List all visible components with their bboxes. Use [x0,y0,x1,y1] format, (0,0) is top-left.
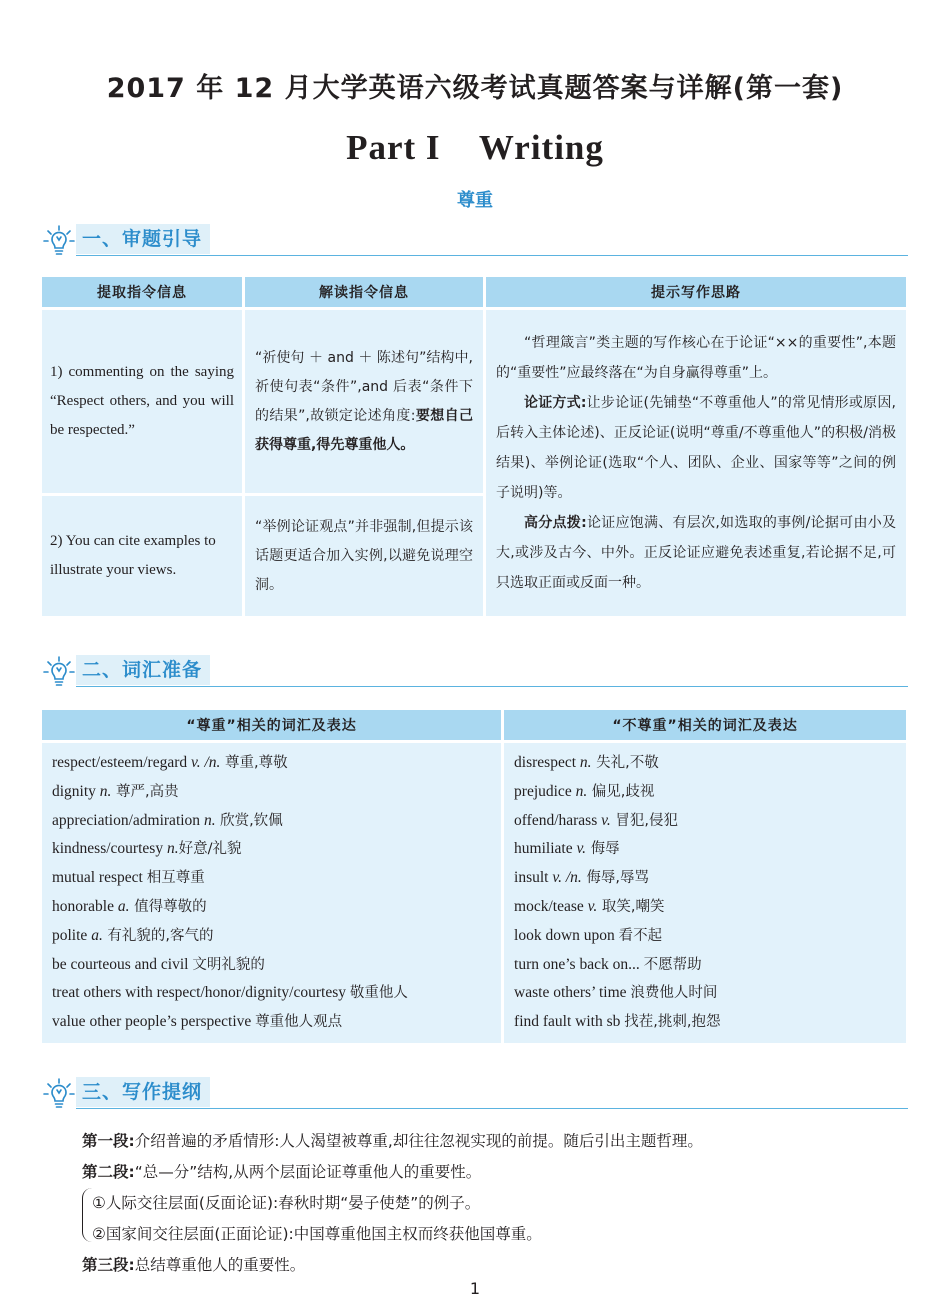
vocab-meaning: 好意/礼貌 [178,841,242,858]
vocab-part-of-speech: v. [576,840,587,858]
section-heading-3 [42,1077,908,1113]
vocab-meaning: 文明礼貌的 [192,956,265,973]
vocab-term: offend/harass [514,811,602,829]
vocab-entry [52,951,491,980]
lightbulb-icon [42,224,76,258]
interpretation-text: “举例论证观点”并非强制,但提示该话题更适合加入实例,以避免说理空洞。 [255,518,473,593]
vocab-part-of-speech: v. [587,897,598,915]
vocab-part-of-speech: n. [203,811,216,829]
tips-method [496,388,896,508]
outline-text: ②国家间交往层面(正面论证):中国尊重他国主权而终获他国尊重。 [92,1225,542,1243]
interpretation-text: “祈使句 ＋ and ＋ 陈述句”结构中,祈使句表“条件”,and 后表“条件下的结果”,故锁定论述角度: [255,349,473,424]
section-label: 三、写作提纲 [76,1077,210,1107]
vocab-meaning: 敬重他人 [349,985,408,1002]
vocab-term: waste others’ time [514,984,631,1002]
vocab-entry [514,835,896,864]
column-header: “不尊重”相关的词汇及表达 [504,710,906,740]
table-row [42,743,906,1043]
section-label: 二、词汇准备 [76,655,210,685]
vocab-meaning: 偏见,歧视 [587,783,655,800]
vocab-meaning: 冒犯,侵犯 [610,812,678,829]
vocab-part-of-speech: v. [601,811,611,829]
vocab-part-of-speech: n. [166,840,179,858]
section-label: 一、审题引导 [76,224,210,254]
vocab-part-of-speech: n. [579,754,592,771]
outline-text: “总—分”结构,从两个层面论证尊重他人的重要性。 [134,1163,482,1181]
vocab-term: turn one’s back on... [514,955,644,973]
outline-text: ①人际交往层面(反面论证):春秋时期“晏子使楚”的例子。 [92,1194,481,1212]
writing-tips-cell [486,310,906,616]
vocab-term: mock/tease [514,897,588,915]
page-title: 2017 年 12 月大学英语六级考试真题答案与详解(第一套) [106,73,844,104]
table-header-row [42,710,906,740]
outline-text: 介绍普遍的矛盾情形:人人渴望被尊重,却往往忽视实现的前提。随后引出主题哲理。 [134,1132,703,1150]
tips-intro: “哲理箴言”类主题的写作核心在于论证“××的重要性”,本题的“重要性”应最终落在“为自身赢得尊重”上。 [496,335,896,381]
vocab-entry [52,749,491,778]
column-header: 提取指令信息 [42,277,242,307]
tips-score [496,508,896,598]
vocab-term: mutual respect [52,869,147,887]
outline-brace [82,1188,93,1242]
part-title: Part I Writing [346,128,604,167]
vocab-meaning: 尊严,高贵 [111,783,179,800]
vocab-part-of-speech: a. [117,897,130,915]
table-header-row [42,277,906,307]
lightbulb-icon [42,655,76,689]
vocab-entry [52,778,491,807]
vocab-part-of-speech: n. [575,782,588,800]
writing-outline [82,1126,912,1281]
vocab-entry [52,893,491,922]
outline-subpoint-1 [82,1188,912,1219]
vocab-term: humiliate [514,840,577,858]
vocab-term: insult [514,869,553,887]
vocab-entry [514,1008,896,1037]
instruction-cell: 1) commenting on the saying “Respect others, and you will be respected.” [42,310,242,493]
vocab-meaning: 找茬,挑刺,抱怨 [624,1014,721,1031]
vocab-term: dignity [52,782,100,800]
vocab-term: polite [52,926,92,944]
column-header: 解读指令信息 [245,277,483,307]
vocab-term: appreciation/admiration [52,811,204,829]
vocab-entry [514,979,896,1008]
interpretation-cell [245,496,483,616]
outline-label: 第二段: [82,1163,135,1181]
interpretation-emphasis: 要想自己获得尊重,得先尊重他人。 [255,407,474,453]
vocab-meaning: 侮辱 [586,841,620,858]
tips-method-text: 让步论证(先铺垫“不尊重他人”的常见情形或原因,后转入主体论述)、正反论证(说明“尊重/不尊重他人”的积极/消极结果)、举例论证(选取“个人、团队、企业、国家等等”之间的例子说明)等。 [496,395,896,501]
respect-vocab-cell [42,743,501,1043]
vocab-term: look down upon [514,926,619,944]
vocab-meaning: 尊重他人观点 [255,1014,343,1031]
section-divider [76,255,908,256]
disrespect-vocab-cell [504,743,906,1043]
vocab-entry [52,864,491,893]
vocab-entry [514,922,896,951]
outline-paragraph-2 [82,1157,912,1188]
section-heading-1 [42,224,908,260]
vocab-entry [52,922,491,951]
vocab-meaning: 看不起 [618,927,663,944]
topic-title: 尊重 [457,190,493,211]
vocab-term: value other people’s perspective [52,1013,256,1031]
page-number: 1 [469,1279,481,1298]
vocab-meaning: 相互尊重 [146,870,205,887]
vocab-meaning: 尊重,尊敬 [220,755,288,771]
vocab-meaning: 有礼貌的,客气的 [102,927,214,944]
interpretation-cell [245,310,483,493]
vocab-meaning: 不愿帮助 [643,956,702,973]
tips-method-label: 论证方式: [524,395,587,411]
vocab-entry [514,778,896,807]
tips-score-text: 论证应饱满、有层次,如选取的事例/论据可由小及大,或涉及古今、中外。正反论证应避免表述重复,若论据不足,可只选取正面或反面一种。 [496,515,896,591]
analysis-table [39,274,909,619]
table-row [42,310,906,493]
outline-text: 总结尊重他人的重要性。 [134,1256,306,1274]
vocab-entry [514,749,896,778]
vocab-entry [52,979,491,1008]
vocab-part-of-speech: v. /n. [191,754,221,771]
vocab-meaning: 浪费他人时间 [630,985,718,1002]
vocab-term: prejudice [514,782,576,800]
vocab-term: honorable [52,897,118,915]
vocab-term: be courteous and civil [52,955,193,973]
instruction-cell: 2) You can cite examples to illustrate your views. [42,496,242,616]
vocab-part-of-speech: v. /n. [552,869,582,887]
vocab-term: find fault with sb [514,1013,625,1031]
outline-label: 第三段: [82,1256,135,1274]
vocab-meaning: 值得尊敬的 [129,898,207,915]
section-heading-2 [42,655,908,691]
vocab-meaning: 失礼,不敬 [591,755,659,771]
vocab-entry [514,807,896,836]
vocab-entry [514,864,896,893]
lightbulb-icon [42,1077,76,1111]
outline-paragraph-3 [82,1250,912,1281]
outline-label: 第一段: [82,1132,135,1150]
vocab-entry [52,807,491,836]
vocab-part-of-speech: a. [91,926,103,944]
vocab-term: disrespect [514,754,580,771]
vocab-entry [514,893,896,922]
vocab-entry [52,1008,491,1037]
vocab-meaning: 取笑,嘲笑 [597,898,665,915]
vocab-meaning: 欣赏,钦佩 [215,812,283,829]
column-header: 提示写作思路 [486,277,906,307]
column-header: “尊重”相关的词汇及表达 [42,710,501,740]
vocab-entry [514,951,896,980]
vocab-part-of-speech: n. [99,782,112,800]
vocab-term: kindness/courtesy [52,840,167,858]
outline-paragraph-1 [82,1126,912,1157]
vocab-term: treat others with respect/honor/dignity/courtesy [52,984,350,1002]
vocabulary-table [39,707,909,1046]
section-divider [76,1108,908,1109]
section-divider [76,686,908,687]
vocab-term: respect/esteem/regard [52,754,191,771]
vocab-entry [52,835,491,864]
outline-subpoint-2 [82,1219,912,1250]
vocab-meaning: 侮辱,辱骂 [581,870,649,887]
tips-score-label: 高分点拨: [524,515,587,531]
